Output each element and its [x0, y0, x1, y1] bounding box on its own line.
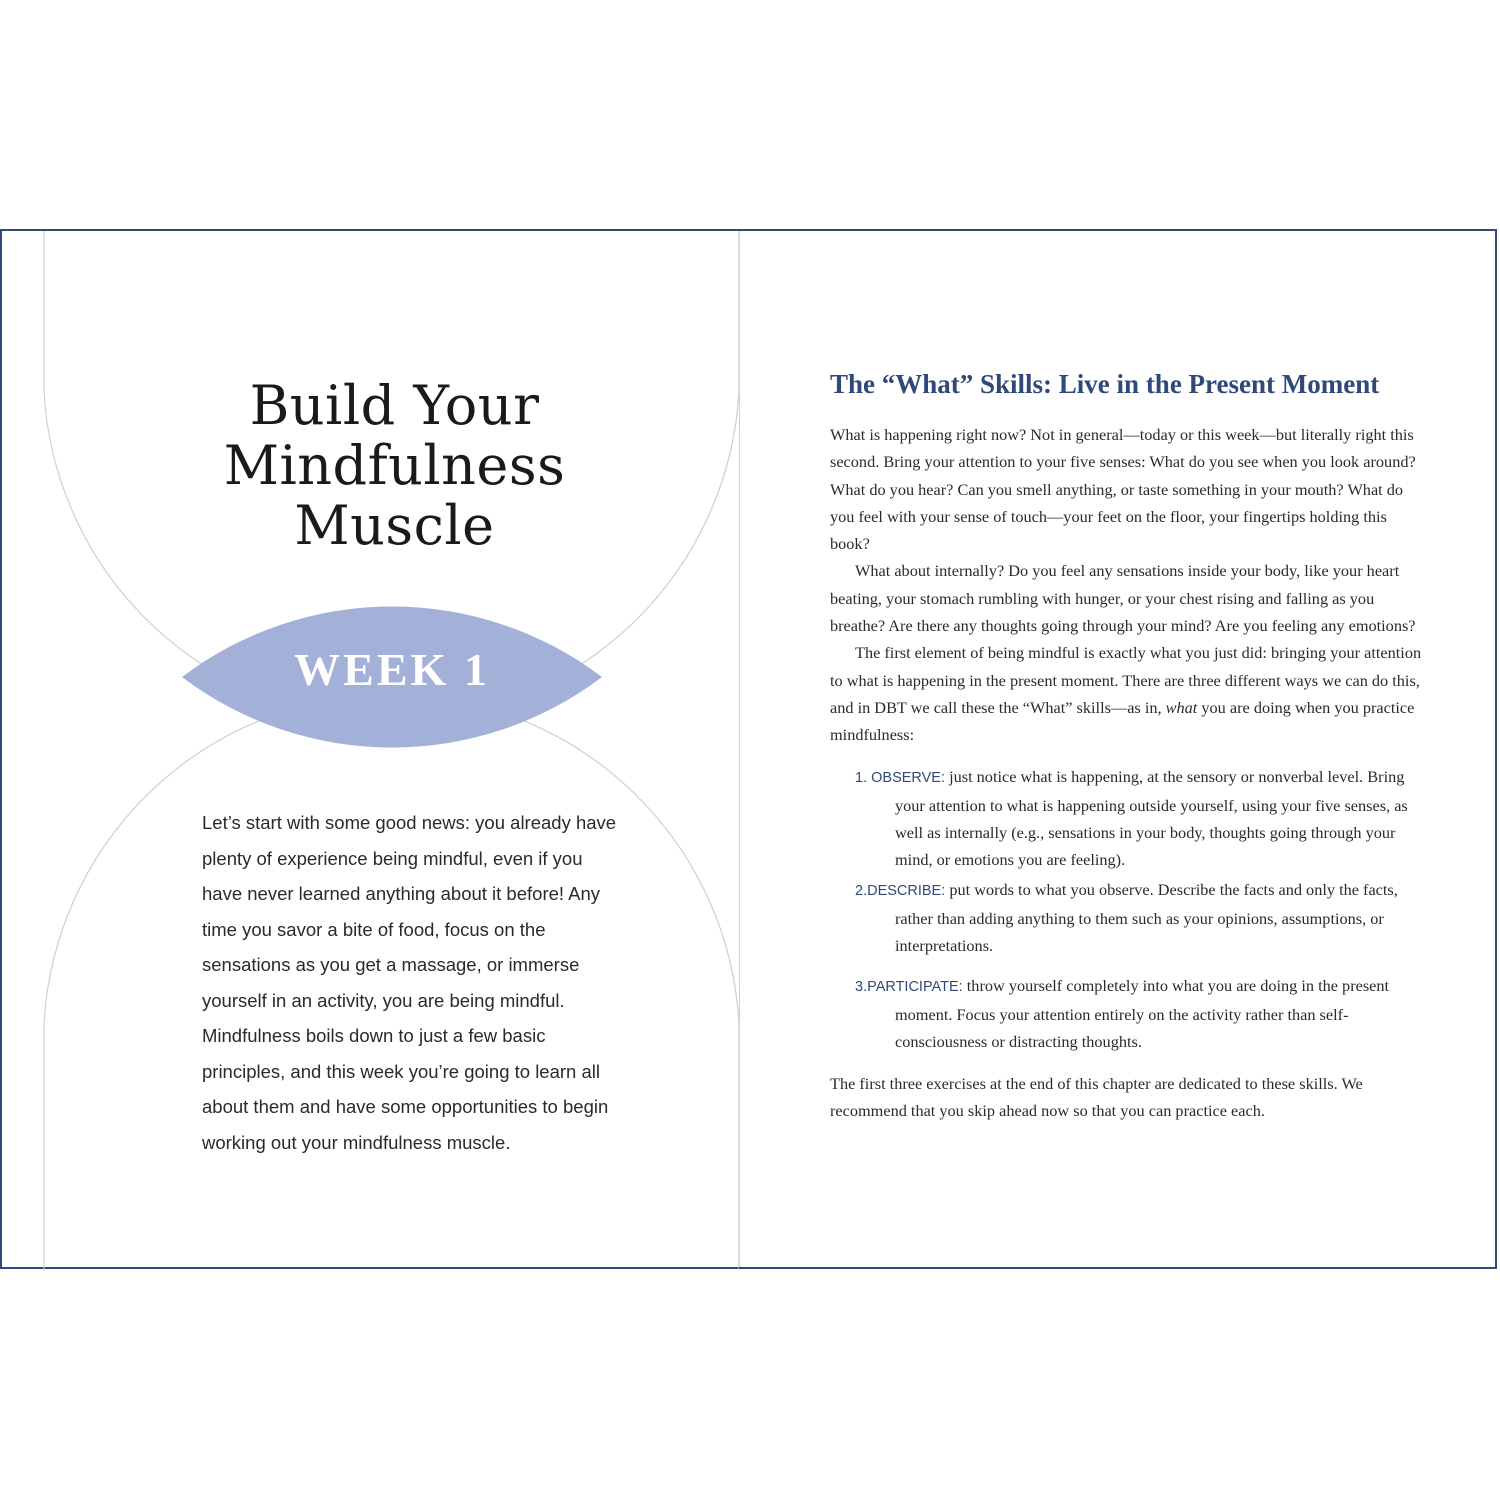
page-gutter: [739, 231, 740, 1267]
paragraph-3: [830, 639, 1430, 748]
skills-list: [830, 763, 1430, 1056]
section-heading: The “What” Skills: Live in the Present Moment: [830, 369, 1380, 399]
closing-paragraph: The first three exercises at the end of this chapter are dedicated to these skills. We recommend that you skip ahead now so that you can practice each.: [830, 1073, 1363, 1120]
paragraph-3-text: The first element of being mindful is exactly what you just did: bringing your attention to what is happening in the present moment. There are three different ways we can do this, and in DBT we call these the “What” skills—as in,: [830, 643, 1422, 717]
paragraph-3-emphasis: what: [1165, 697, 1198, 717]
book-spread: [0, 229, 1497, 1269]
skill-observe: [855, 763, 1430, 874]
chapter-title-line-1: Build Your: [249, 374, 540, 437]
chapter-title: [102, 376, 687, 556]
chapter-title-line-2: Mindfulness: [223, 434, 566, 497]
week-label: WEEK 1: [294, 644, 490, 695]
skill-text: throw yourself completely into what you are doing in the present moment. Focus your attention entirely on the activity rather than self-consciousness or distracting thoughts.: [895, 975, 1390, 1052]
skill-text: put words to what you observe. Describe the facts and only the facts, rather than adding anything to them such as your opinions, assumptions, or interpretations.: [895, 879, 1398, 956]
skill-participate: [855, 972, 1430, 1056]
paragraph-1: What is happening right now? Not in general—today or this week—but literally right this second. Bring your attention to your five senses: What do you see when you look around? What do you hear? Can you smell anything, or taste something in your mouth? What do you feel with your sense of touch—your feet on the floor, your fingertips holding this book?: [830, 425, 1416, 554]
skill-term: 1. OBSERVE:: [855, 769, 945, 786]
body-text: [830, 421, 1430, 1124]
skill-describe: [855, 876, 1430, 960]
skill-term: 3.PARTICIPATE:: [855, 978, 963, 995]
skill-term: 2.DESCRIBE:: [855, 882, 946, 899]
intro-paragraph: Let’s start with some good news: you already have plenty of experience being mindful, even if you have never learned anything about it before! Any time you savor a bite of food, focus on the sensations as you get a massage, or immerse yourself in an activity, you are being mindful. Mindfulness boils down to just a few basic principles, and this week you’re going to learn all about them and have some opportunities to begin working out your mindfulness muscle.: [202, 812, 617, 1153]
paragraph-2: What about internally? Do you feel any sensations inside your body, like your heart beating, your stomach rumbling with hunger, or your chest rising and falling as you breathe? Are there any thoughts going through your mind? Are you feeling any emotions?: [830, 561, 1416, 636]
skill-text: just notice what is happening, at the sensory or nonverbal level. Bring your attention to what is happening outside yourself, using your five senses, as well as internally (e.g., sensations in your body, thoughts going through your mind, or emotions you are feeling).: [895, 766, 1408, 870]
chapter-title-line-3: Muscle: [294, 494, 495, 557]
paragraph-3-end: you are doing when you practice mindfulness:: [830, 697, 1415, 745]
